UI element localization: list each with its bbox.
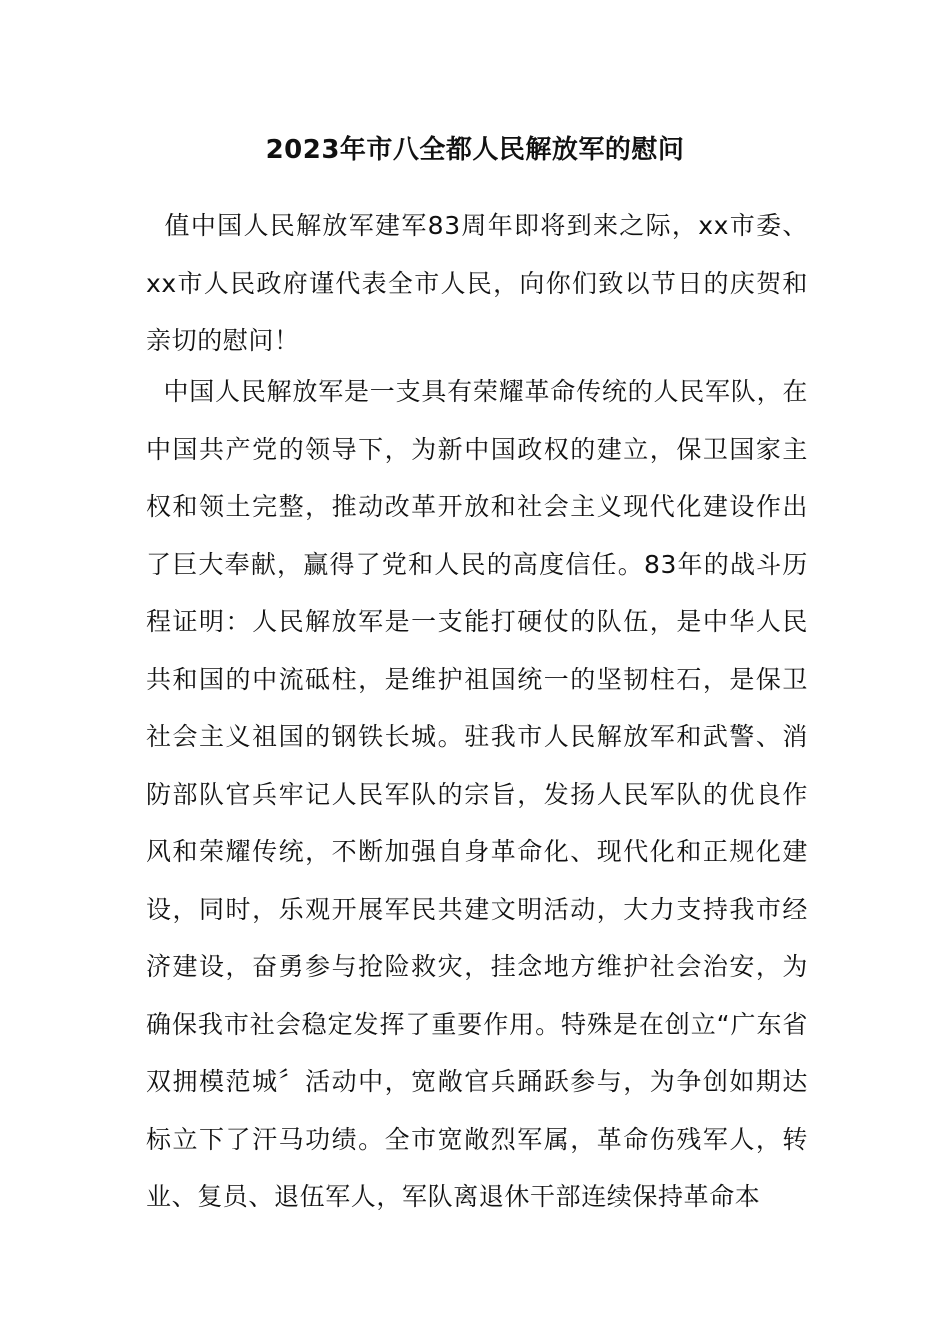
paragraph-main: 中国人民解放军是一支具有荣耀革命传统的人民军队，在中国共产党的领导下，为新中国政权的建立，保卫国家主权和领土完整，推动改革开放和社会主义现代化建设作出了巨大奉献，赢得了党和人民的高度信任。83年的战斗历程证明：人民解放军是一支能打硬仗的队伍，是中华人民共和国的中流砥柱，是维护祖国统一的坚韧柱石，是保卫社会主义祖国的钢铁长城。驻我市人民解放军和武警、消防部队官兵牢记人民军队的宗旨，发扬人民军队的优良作风和荣耀传统，不断加强自身革命化、现代化和正规化建设，同时，乐观开展军民共建文明活动，大力支持我市经济建设，奋勇参与抢险救灾，挂念地方维护社会治安，为确保我市社会稳定发挥了重要作用。特殊是在创立“广东省双拥模范城〞活动中，宽敞官兵踊跃参与，为争创如期达标立下了汗马功绩。全市宽敞烈军属，革命伤残军人，转业、复员、退伍军人，军队离退休干部连续保持革命本 <box>146 377 808 1211</box>
document-title: 2023年市八全都人民解放军的慰问 <box>265 135 685 165</box>
paragraph-greeting: 值中国人民解放军建军83周年即将到来之际，xx市委、xx市人民政府谨代表全市人民，向你们致以节日的庆贺和亲切的慰问！ <box>146 211 808 355</box>
